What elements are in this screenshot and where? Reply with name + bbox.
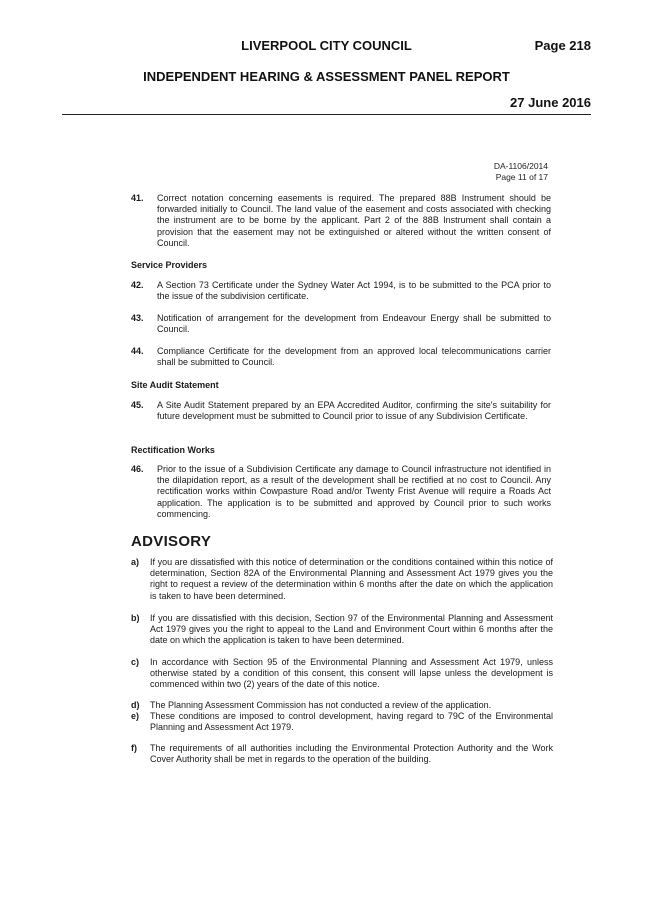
council-name: LIVERPOOL CITY COUNCIL <box>241 38 412 53</box>
subheading-rectification: Rectification Works <box>131 445 215 455</box>
advisory-item-e <box>131 711 553 733</box>
advisory-marker: b) <box>131 613 140 623</box>
condition-43 <box>131 313 551 335</box>
advisory-item-b <box>131 613 553 647</box>
subheading-site-audit: Site Audit Statement <box>131 380 219 390</box>
advisory-marker: e) <box>131 711 140 721</box>
condition-number: 44. <box>131 346 144 356</box>
advisory-marker: d) <box>131 700 140 710</box>
advisory-item-f <box>131 743 553 765</box>
condition-text: Correct notation concerning easements is required. The prepared 88B Instrument should be forwarded initially to Council. The land value of the easement and costs associated with checking the instrument are to be borne by the applicant. Part 2 of the 88B Instrument shall contain a provision that the easement may not be extinguished or altered without the written consent of Council. <box>157 193 551 248</box>
advisory-text: The requirements of all authorities including the Environmental Protection Authority and the Work Cover Authority shall be met in regards to the operation of the building. <box>150 743 553 765</box>
condition-42 <box>131 280 551 302</box>
da-number: DA-1106/2014 <box>493 161 548 171</box>
advisory-text: If you are dissatisfied with this decision, Section 97 of the Environmental Planning and Assessment Act 1979 gives you the right to appeal to the Land and Environment Court within 6 months after the date on which the application is taken to have been determined. <box>150 613 553 646</box>
condition-text: A Section 73 Certificate under the Sydney Water Act 1994, is to be submitted to the PCA prior to the issue of the subdivision certificate. <box>157 280 551 302</box>
condition-45 <box>131 400 551 422</box>
condition-text: Compliance Certificate for the development from an approved local telecommunications carrier shall be submitted to Council. <box>157 346 551 368</box>
advisory-text: The Planning Assessment Commission has not conducted a review of the application. <box>150 700 492 710</box>
condition-number: 43. <box>131 313 144 323</box>
condition-text: Prior to the issue of a Subdivision Certificate any damage to Council infrastructure not identified in the dilapidation report, as a result of the development shall be rectified at no cost to Council. Any rectification works within Cowpasture Road and/or Twenty Frist Avenue will require a Roads Act application. The application is to be submitted and approved by Council prior to such works commencing. <box>157 464 551 519</box>
condition-number: 42. <box>131 280 144 290</box>
advisory-marker: c) <box>131 657 140 667</box>
header-divider <box>62 114 591 115</box>
condition-text: Notification of arrangement for the development from Endeavour Energy shall be submitted to Council. <box>157 313 551 335</box>
report-date: 27 June 2016 <box>510 95 591 110</box>
condition-number: 46. <box>131 464 144 474</box>
document-reference <box>494 161 548 183</box>
page-number: Page 218 <box>534 38 591 53</box>
condition-number: 45. <box>131 400 144 410</box>
advisory-heading: ADVISORY <box>131 533 212 550</box>
condition-44 <box>131 346 551 368</box>
subheading-service-providers: Service Providers <box>131 260 208 270</box>
advisory-marker: a) <box>131 557 140 567</box>
advisory-text: If you are dissatisfied with this notice of determination or the conditions contained within this notice of determination, Section 82A of the Environmental Planning and Assessment Act 1979 gives you the right to request a review of the determination within 6 months after the date on which the application is taken to have been determined. <box>150 557 553 601</box>
report-title: INDEPENDENT HEARING & ASSESSMENT PANEL REPORT <box>143 69 510 84</box>
page-of: Page 11 of 17 <box>495 172 548 182</box>
advisory-item-a <box>131 557 553 602</box>
condition-number: 41. <box>131 193 144 203</box>
advisory-item-d <box>131 700 553 711</box>
condition-41 <box>131 193 551 249</box>
advisory-text: These conditions are imposed to control development, having regard to 79C of the Environmental Planning and Assessment Act 1979. <box>150 711 553 733</box>
advisory-text: In accordance with Section 95 of the Environmental Planning and Assessment Act 1979, unless otherwise stated by a condition of this consent, this consent will lapse unless the development is commenced within two (2) years of the date of this notice. <box>150 657 553 690</box>
advisory-marker: f) <box>131 743 137 753</box>
condition-text: A Site Audit Statement prepared by an EPA Accredited Auditor, confirming the site's suitability for future development must be submitted to Council prior to issue of any Subdivision Certificate. <box>157 400 551 422</box>
condition-46 <box>131 464 551 520</box>
advisory-item-c <box>131 657 553 691</box>
